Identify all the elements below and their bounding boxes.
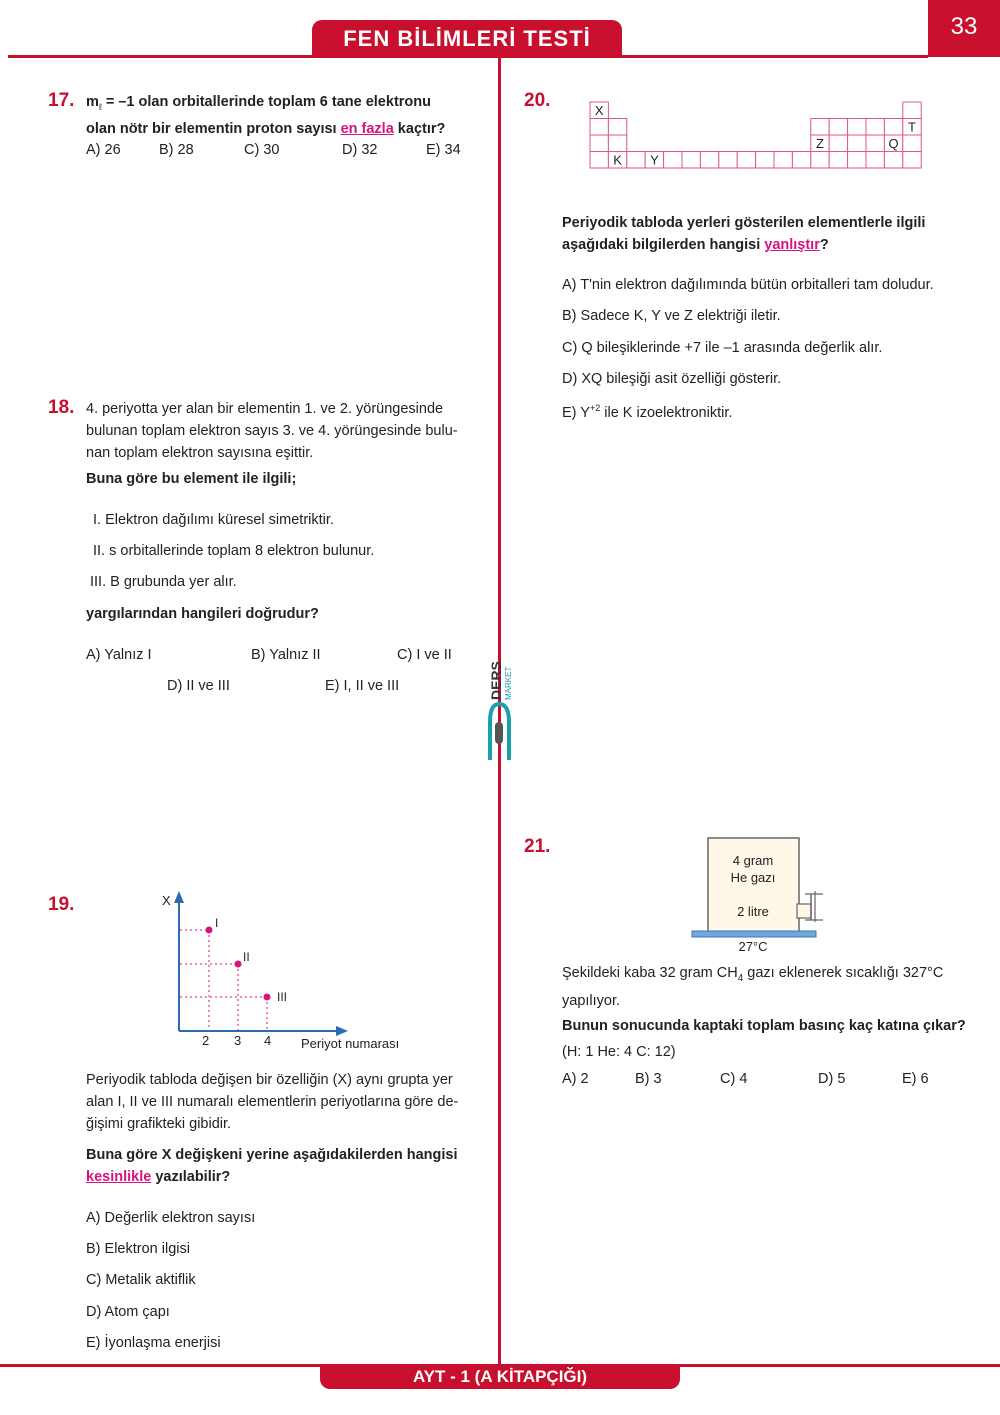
question-19-number: 19. <box>48 894 75 915</box>
q20-option-e[interactable]: E) $Y^{+2}$ ile K izoelektroniktir. <box>562 403 733 421</box>
graph-point-2 <box>235 961 242 968</box>
emphasis-text: en fazla <box>340 120 394 137</box>
q18-option-c[interactable]: C) I ve II <box>397 647 452 663</box>
periodic-table-cell <box>700 152 718 169</box>
periodic-table-cell <box>848 119 866 136</box>
q17-option-d[interactable]: D) 32 <box>342 142 378 158</box>
periodic-table-cell <box>829 119 847 136</box>
periodic-table-cell <box>737 152 755 169</box>
q21-option-b[interactable]: B) 3 <box>635 1071 662 1087</box>
element-label-k: K <box>613 152 622 168</box>
q21-option-c[interactable]: C) 4 <box>720 1071 748 1087</box>
periodic-table-cell <box>590 119 608 136</box>
question-17-stem: $m_\ell = -1$ olan orbitallerinde toplam 6 tane elektronu olan nötr bir elementin proton sayısı en fazla kaçtır? <box>86 94 446 137</box>
question-20-lead: Periyodik tabloda yerleri gösterilen elementlerle ilgili aşağıdaki bilgilerden hangisi yanlıştır? <box>562 215 926 253</box>
periodic-table-cell <box>664 152 682 169</box>
periodic-table-cell <box>756 152 774 169</box>
q21-option-d[interactable]: D) 5 <box>818 1071 846 1087</box>
q20-option-b[interactable]: B) Sadece K, Y ve Z elektriği iletir. <box>562 308 781 324</box>
periodic-table-cell <box>682 152 700 169</box>
question-18-question: yargılarından hangileri doğrudur? <box>86 606 319 622</box>
q18-statement-1: I. Elektron dağılımı küresel simetriktir. <box>93 512 334 528</box>
q21-option-a[interactable]: A) 2 <box>562 1071 589 1087</box>
q20-option-a[interactable]: A) T'nin elektron dağılımında bütün orbitalleri tam doludur. <box>562 277 934 293</box>
test-title: FEN BİLİMLERİ TESTİ <box>312 20 622 56</box>
container-mass-label: 4 gram <box>732 853 774 868</box>
periodic-table-cell <box>903 102 921 119</box>
container-gas-label: He gazı <box>730 870 776 885</box>
periodic-table-cell <box>829 152 847 169</box>
logo-text: DERS <box>488 661 504 700</box>
graph-x-tick-2: 2 <box>202 1033 210 1048</box>
graph-x-tick-3: 3 <box>234 1033 242 1048</box>
header-rule <box>8 55 928 58</box>
periodic-table-cell <box>792 152 810 169</box>
q18-option-b[interactable]: B) Yalnız II <box>251 647 321 663</box>
q19-option-a[interactable]: A) Değerlik elektron sayısı <box>86 1210 256 1226</box>
periodic-table-cell <box>884 119 902 136</box>
q21-option-e[interactable]: E) 6 <box>902 1071 929 1087</box>
question-18-stem: 4. periyotta yer alan bir elementin 1. ve 2. yörüngesinde bulunan toplam elektron sayıs 3. ve 4. yörüngesinde bulu- nan toplam elektron sayısına eşittir. <box>86 401 458 461</box>
booklet-label: AYT - 1 (A KİTAPÇIĞI) <box>320 1365 680 1389</box>
graph-point-label-1: I <box>215 916 219 930</box>
graph-point-label-3: III <box>277 990 288 1004</box>
q17-option-b[interactable]: B) 28 <box>159 142 194 158</box>
periodic-table-cell <box>608 135 626 152</box>
graph-point-3 <box>264 994 271 1001</box>
q17-option-c[interactable]: C) 30 <box>244 142 280 158</box>
q19-option-c[interactable]: C) Metalik aktiflik <box>86 1272 196 1288</box>
q19-graph <box>150 885 430 1060</box>
graph-y-label: X <box>162 893 171 908</box>
periodic-table-cell <box>829 135 847 152</box>
question-19-stem: Periyodik tabloda değişen bir özelliğin (X) aynı grupta yer alan I, II ve III numaralı elementlerin periyotlarına göre de- ğişimi grafikteki gibidir. <box>86 1072 459 1132</box>
element-label-q: Q <box>888 136 899 151</box>
periodic-table-cell <box>627 152 645 169</box>
periodic-table-cell <box>848 135 866 152</box>
question-18-lead: Buna göre bu element ile ilgili; <box>86 471 297 487</box>
gas-container-figure <box>690 836 830 956</box>
q19-option-b[interactable]: B) Elektron ilgisi <box>86 1241 190 1257</box>
logo-subtext: MARKET <box>504 666 513 700</box>
periodic-table-cell <box>719 152 737 169</box>
question-21-lead: Bunun sonucunda kaptaki toplam basınç kaç katına çıkar? <box>562 1018 966 1034</box>
question-21-stem: Şekildeki kaba 32 gram $CH_4$ gazı eklenerek sıcaklığı 327°C yapılıyor. <box>562 965 944 1009</box>
question-18-number: 18. <box>48 397 75 418</box>
periodic-table-cell <box>866 152 884 169</box>
periodic-table-cell <box>608 119 626 136</box>
q20-option-c[interactable]: C) Q bileşiklerinde +7 ile –1 arasında değerlik alır. <box>562 340 883 356</box>
periodic-table-cell <box>811 152 829 169</box>
page-number: 33 <box>928 0 1000 57</box>
periodic-table-cell <box>866 135 884 152</box>
element-label-t: T <box>908 119 916 135</box>
periodic-table-cell <box>590 152 608 169</box>
graph-x-tick-4: 4 <box>264 1033 272 1048</box>
q17-option-a[interactable]: A) 26 <box>86 142 121 158</box>
q18-statement-2: II. s orbitallerinde toplam 8 elektron bulunur. <box>93 543 375 559</box>
periodic-table-cell <box>903 152 921 169</box>
container-volume-label: 2 litre <box>737 904 769 919</box>
element-label-y: Y <box>650 152 659 168</box>
element-label-z: Z <box>816 136 824 151</box>
q18-option-a[interactable]: A) Yalnız I <box>86 647 152 663</box>
question-21-number: 21. <box>524 836 551 857</box>
periodic-table-cell <box>811 119 829 136</box>
atomic-masses: (H: 1 He: 4 C: 12) <box>562 1044 676 1060</box>
graph-point-label-2: II <box>243 950 250 964</box>
q18-option-d[interactable]: D) II ve III <box>167 678 230 694</box>
question-17-number: 17. <box>48 90 75 111</box>
question-19-lead: Buna göre X değişkeni yerine aşağıdakilerden hangisi kesinlikle yazılabilir? <box>86 1147 458 1185</box>
q18-statement-3: III. B grubunda yer alır. <box>90 574 237 590</box>
periodic-table-cell <box>903 135 921 152</box>
q20-option-d[interactable]: D) XQ bileşiği asit özelliği gösterir. <box>562 371 782 387</box>
publisher-logo <box>484 660 514 770</box>
emphasis-text: yanlıştır <box>764 237 820 253</box>
periodic-table-cell <box>774 152 792 169</box>
periodic-table-cell <box>866 119 884 136</box>
emphasis-text: kesinlikle <box>86 1169 152 1185</box>
periodic-table-outline <box>588 100 928 170</box>
periodic-table-cell <box>884 152 902 169</box>
graph-x-label: Periyot numarası <box>301 1036 400 1051</box>
graph-point-1 <box>206 927 213 934</box>
q19-option-d[interactable]: D) Atom çapı <box>86 1304 170 1320</box>
q18-option-e[interactable]: E) I, II ve III <box>325 678 400 694</box>
periodic-table-cell <box>590 135 608 152</box>
q19-option-e[interactable]: E) İyonlaşma enerjisi <box>86 1335 221 1351</box>
container-temp-label: 27°C <box>738 939 768 954</box>
q17-option-e[interactable]: E) 34 <box>426 142 461 158</box>
question-20-number: 20. <box>524 90 551 111</box>
periodic-table-cell <box>848 152 866 169</box>
element-label-x: X <box>594 103 604 118</box>
